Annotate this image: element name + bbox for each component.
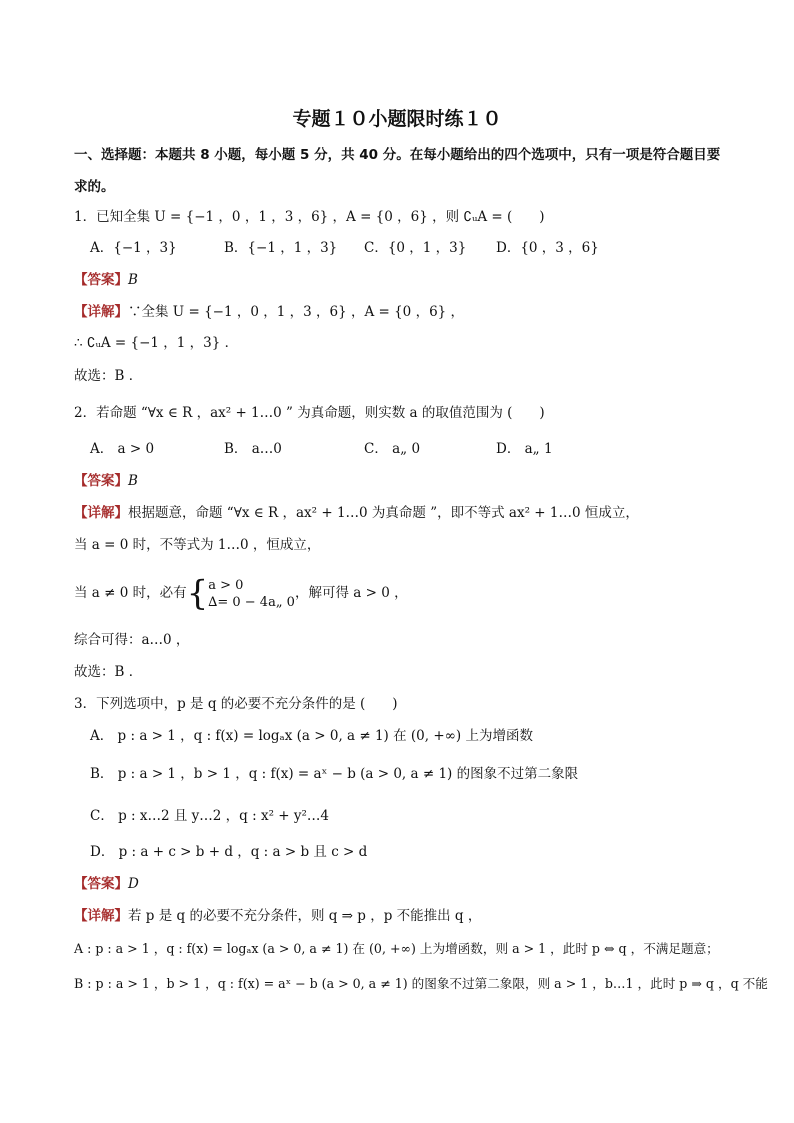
question-1-detail-line-3: 故选：B ．	[74, 368, 143, 384]
question-3-answer	[74, 874, 139, 894]
detail-text: 根据题意，命题 “∀x ∈ R ，ax² + 1…0 为真命题 ”，即不等式 ax² + 1…0 恒成立，	[128, 505, 639, 521]
answer-value: D	[128, 876, 139, 892]
question-2-option-d: D． a„ 1	[496, 441, 553, 457]
detail-text-pre: 当 a ≠ 0 时，必有	[74, 585, 187, 601]
system-line-1: a > 0	[208, 577, 244, 593]
question-3-detail-line-1	[74, 906, 481, 926]
detail-tag: 【详解】	[74, 505, 128, 521]
section-heading-line-1: 一、选择题：本题共 8 小题，每小题 5 分，共 40 分。在每小题给出的四个选项中，只有一项是符合题目要	[74, 147, 721, 163]
section-heading-line-2: 求的。	[74, 179, 115, 195]
question-1-answer	[74, 270, 138, 290]
question-2-detail-line-2: 当 a = 0 时，不等式为 1…0 ，恒成立，	[74, 537, 321, 553]
question-2-detail-line-4: 综合可得：a…0 ，	[74, 632, 190, 648]
question-2-detail-line-5: 故选：B ．	[74, 664, 143, 680]
detail-tag: 【详解】	[74, 908, 128, 924]
question-1-option-d: D．{0 ，3 ，6}	[496, 240, 599, 256]
system-line-2: ∆= 0 − 4a„ 0	[208, 594, 295, 610]
question-3-option-a: A． p : a > 1 ，q : f(x) = logₐx (a > 0, a ≠ 1) 在 (0, +∞) 上为增函数	[90, 728, 533, 744]
question-3-stem: 3．下列选项中，p 是 q 的必要不充分条件的是 ( )	[74, 696, 398, 712]
detail-text: 若 p 是 q 的必要不充分条件，则 q ⇒ p ，p 不能推出 q ，	[128, 908, 482, 924]
question-3-detail-line-3: B : p : a > 1 ，b > 1 ，q : f(x) = aˣ − b (a > 0, a ≠ 1) 的图象不过第二象限，则 a > 1 ，b…1 ，此时 p ⇒ q ，q 不能	[74, 976, 768, 991]
question-1-option-c: C．{0 ，1 ，3}	[364, 240, 467, 256]
question-1-detail-line-2: ∴ ∁ᵤA = {−1 ，1 ，3} ．	[74, 335, 239, 351]
question-2-stem: 2．若命题 “∀x ∈ R ，ax² + 1…0 ” 为真命题，则实数 a 的取值范围为 ( )	[74, 405, 545, 421]
inequality-system	[208, 577, 295, 611]
page-title: 专题１０小题限时练１０	[292, 108, 502, 130]
question-3-option-b: B． p : a > 1 ，b > 1 ，q : f(x) = aˣ − b (a > 0, a ≠ 1) 的图象不过第二象限	[90, 766, 579, 782]
question-1-option-a: A．{−1 ，3}	[90, 240, 177, 256]
detail-tag: 【详解】	[74, 304, 128, 320]
detail-text: ∵全集 U = {−1 ，0 ，1 ，3 ，6} ，A = {0 ，6} ，	[128, 304, 465, 320]
answer-tag: 【答案】	[74, 876, 128, 892]
question-3-option-d: D． p : a + c > b + d ，q : a > b 且 c > d	[90, 844, 368, 860]
question-3-detail-line-2: A : p : a > 1 ，q : f(x) = logₐx (a > 0, a ≠ 1) 在 (0, +∞) 上为增函数，则 a > 1 ，此时 p ⇔ q ，不满足题意；	[74, 941, 719, 956]
question-2-detail-line-1	[74, 503, 639, 523]
question-2-detail-line-3	[74, 573, 408, 613]
question-2-answer	[74, 471, 138, 491]
question-2-option-a: A． a > 0	[90, 441, 155, 457]
question-2-option-c: C． a„ 0	[364, 441, 421, 457]
answer-tag: 【答案】	[74, 473, 128, 489]
question-1-option-b: B．{−1 ，1 ，3}	[224, 240, 338, 256]
detail-text-post: ，解可得 a > 0 ，	[294, 585, 408, 601]
answer-value: B	[128, 473, 138, 489]
question-1-detail-line-1	[74, 302, 464, 322]
question-2-option-b: B． a…0	[224, 441, 282, 457]
question-1-stem: 1．已知全集 U = {−1 ，0 ，1 ，3 ，6} ，A = {0 ，6} ，则 ∁ᵤA = ( )	[74, 209, 545, 225]
left-brace-icon: {	[186, 573, 209, 614]
question-3-option-c: C． p : x…2 且 y…2 ，q : x² + y²…4	[90, 808, 330, 824]
answer-value: B	[128, 272, 138, 288]
answer-tag: 【答案】	[74, 272, 128, 288]
